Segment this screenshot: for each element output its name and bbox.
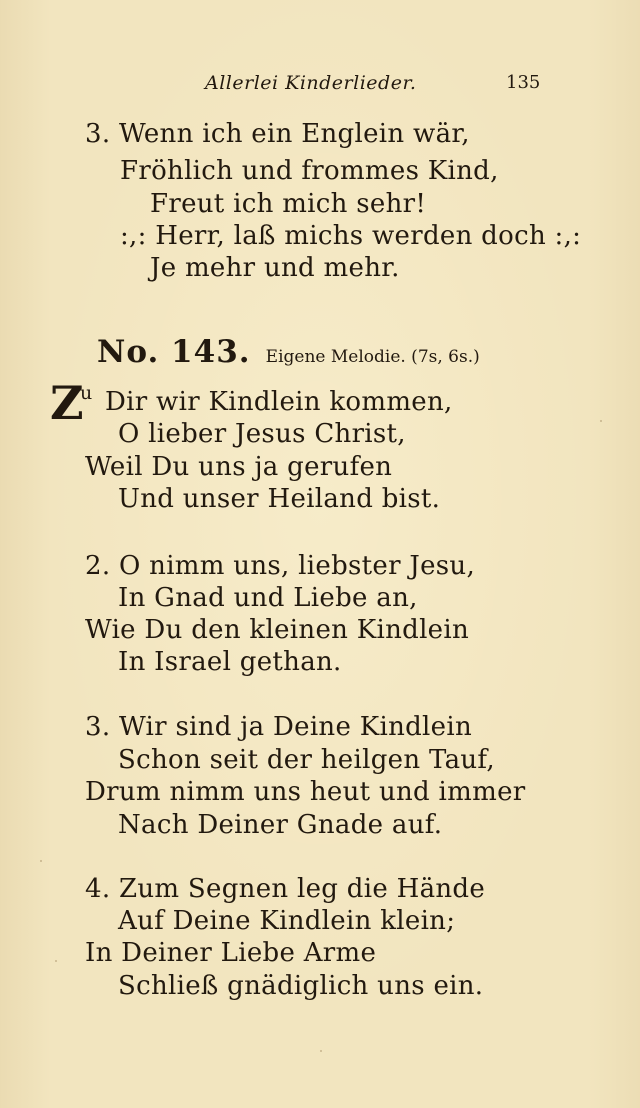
verse-line: Schon seit der heilgen Tauf, (118, 745, 495, 775)
page-number: 135 (506, 72, 541, 93)
running-title: Allerlei Kinderlieder. (205, 72, 417, 94)
verse-line: 2. O nimm uns, liebster Jesu, (85, 551, 476, 581)
melody-note: Eigene Melodie. (7s, 6s.) (265, 347, 480, 367)
verse-line: Schließ gnädiglich uns ein. (118, 971, 484, 1001)
verse-line: Freut ich mich sehr! (150, 189, 427, 219)
paper-speck (600, 420, 602, 422)
verse-line: Fröhlich und frommes Kind, (120, 156, 499, 186)
drop-cap-initial: Z (50, 376, 84, 430)
verse-line: O lieber Jesus Christ, (118, 419, 406, 449)
verse-line: Und unser Heiland bist. (118, 484, 441, 514)
verse-line: Wie Du den kleinen Kindlein (85, 615, 470, 645)
verse-line: Dir wir Kindlein kommen, (105, 387, 453, 417)
paper-speck (320, 1050, 322, 1052)
verse-line: In Gnad und Liebe an, (118, 583, 418, 613)
verse-line: Drum nimm uns heut und immer (85, 777, 526, 807)
hymn-number: No. 143. (97, 334, 251, 370)
verse-line: Nach Deiner Gnade auf. (118, 810, 443, 840)
verse-line: 3. Wir sind ja Deine Kindlein (85, 712, 473, 742)
verse-line: 4. Zum Segnen leg die Hände (85, 874, 486, 904)
drop-cap-rest: u (80, 382, 93, 404)
verse-line: :,: Herr, laß michs werden doch :,: (120, 221, 582, 251)
paper-speck (40, 860, 42, 862)
verse-line: Je mehr und mehr. (150, 253, 400, 283)
verse-line: 3. Wenn ich ein Englein wär, (85, 119, 470, 149)
verse-line: Auf Deine Kindlein klein; (118, 906, 456, 936)
paper-speck (55, 960, 57, 962)
page-header (0, 72, 640, 102)
verse-line: Weil Du uns ja gerufen (85, 452, 393, 482)
hymn-heading (97, 334, 480, 374)
verse-line: In Deiner Liebe Arme (85, 938, 377, 968)
verse-line: In Israel gethan. (118, 647, 342, 677)
